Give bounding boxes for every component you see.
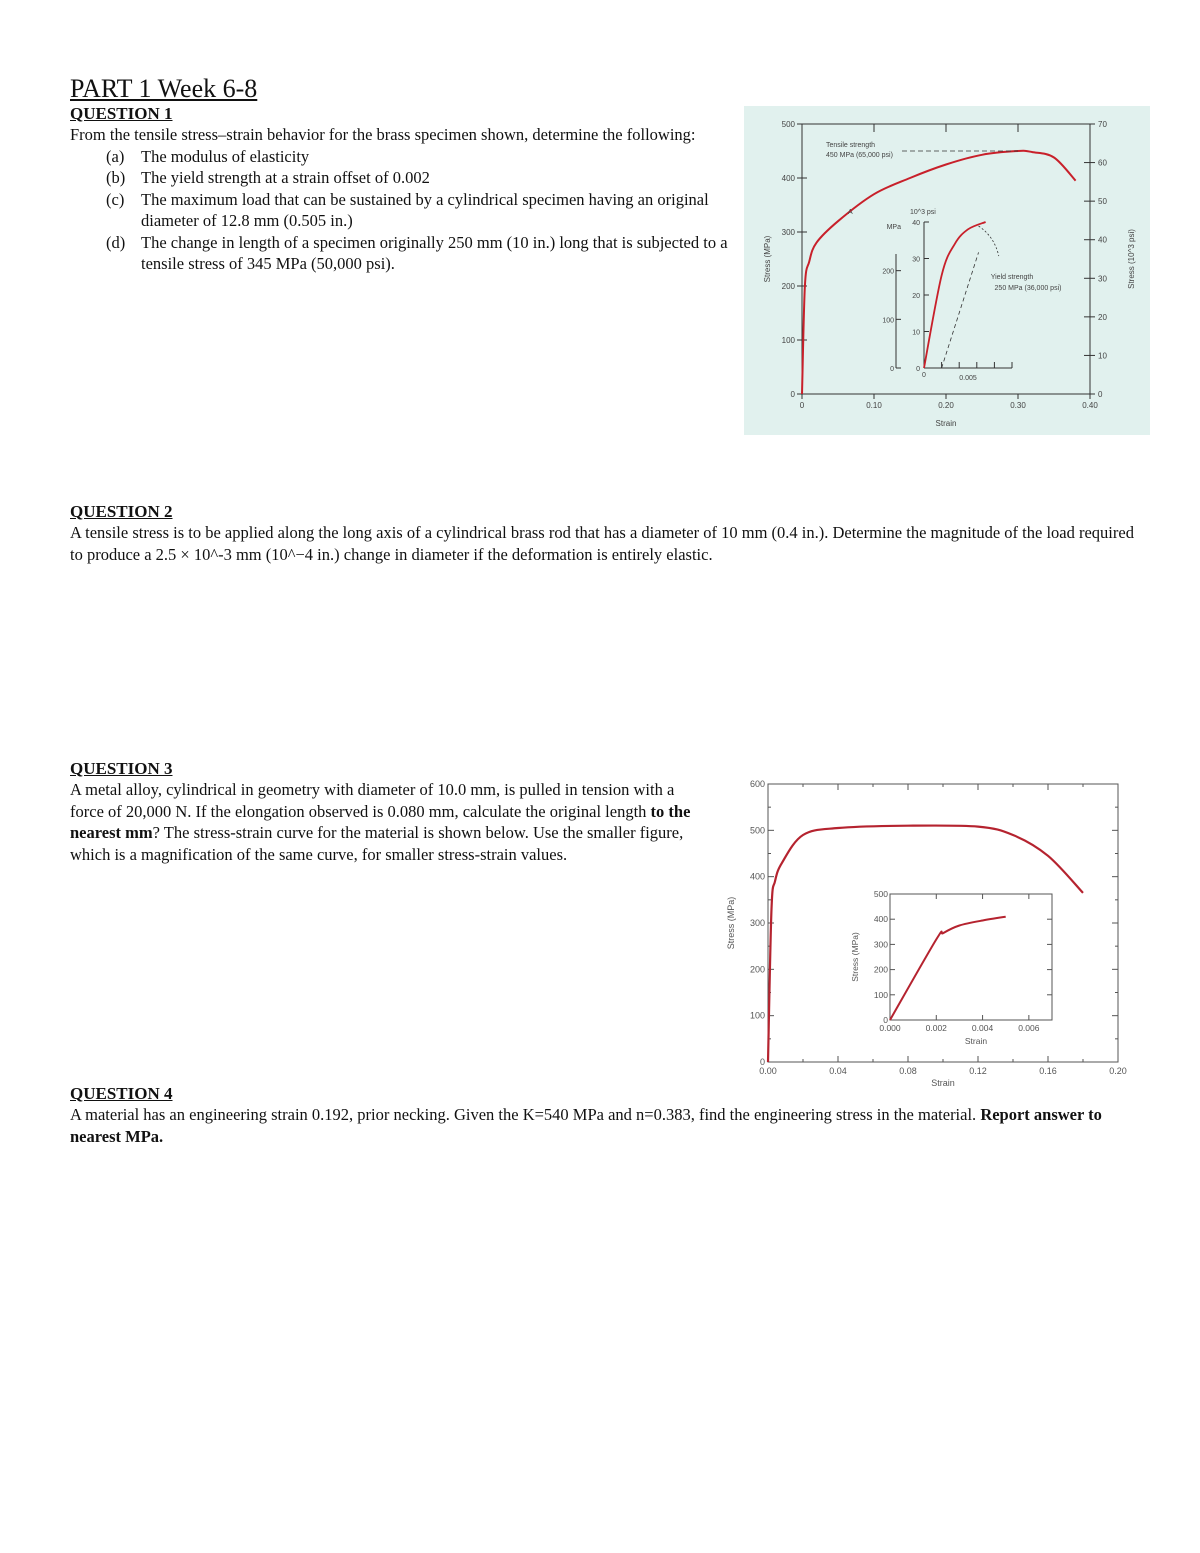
inset-mpa-tick-label: 100	[882, 317, 894, 325]
inset-psi-tick-label: 10	[912, 329, 920, 337]
inset-mpa-tick-label: 200	[882, 268, 894, 276]
question-1-intro: From the tensile stress–strain behavior for the brass specimen shown, determine the following:	[70, 125, 696, 144]
x-tick-label: 0.40	[1082, 401, 1098, 410]
y-tick-label: 200	[781, 282, 795, 291]
part-text: The change in length of a specimen originally 250 mm (10 in.) long that is subjected to a tensile stress of 345 MPa (50,000 psi).	[141, 232, 728, 273]
tensile-strength-value: 450 MPa (65,000 psi)	[826, 152, 893, 159]
yield-leader	[979, 226, 999, 256]
question-part-c	[106, 189, 730, 232]
y-tick-label: 400	[749, 871, 765, 882]
inset-x-axis-label: Strain	[964, 1036, 988, 1046]
point-a-label: A	[848, 209, 853, 216]
y-tick-label: 300	[749, 918, 765, 928]
alloy-stress-strain-chart	[722, 770, 1142, 1098]
question-1-heading: QUESTION 1	[70, 104, 173, 123]
question-2-text: A tensile stress is to be applied along the long axis of a cylindrical brass rod that has a diameter of 10 mm (0.4 in.). Determine the magnitude of the load required to produce a 2.5 × 10^-3 mm (10^−4 in.) change in diameter if the deformation is entirely elastic.	[70, 523, 1134, 564]
inset-y-tick-label: 300	[873, 939, 888, 950]
brass-stress-strain-chart	[744, 106, 1150, 435]
question-part-d	[106, 232, 730, 275]
alloy-stress-strain-figure	[722, 770, 1142, 1098]
y-axis-label: Stress (MPa)	[763, 235, 772, 283]
y2-tick-label: 40	[1098, 235, 1107, 245]
tensile-strength-label: Tensile strength	[826, 142, 876, 149]
question-2-heading: QUESTION 2	[70, 502, 173, 521]
x-tick-label: 0.10	[866, 401, 882, 410]
inset-x-tick-label: 0.002	[925, 1023, 947, 1033]
yield-strength-value: 250 MPa (36,000 psi)	[994, 285, 1062, 292]
y2-tick-label: 30	[1098, 274, 1107, 284]
inset-mpa-unit: MPa	[886, 224, 901, 231]
question-3-emphasis: to the nearest mm	[70, 801, 691, 842]
question-part-b	[106, 167, 730, 189]
inset-psi-tick-label: 0	[916, 366, 920, 373]
x-tick-label: 0.20	[938, 401, 954, 410]
y-tick-label: 400	[781, 174, 795, 183]
inset-psi-tick-label: 40	[912, 220, 920, 227]
question-3-text-end: ? The stress-strain curve for the material is shown below. Use the smaller figure, which is a magnification of the same curve, for smaller stress-strain values.	[70, 823, 684, 864]
y-tick-label: 500	[781, 120, 795, 129]
question-part-a	[106, 146, 730, 168]
question-3	[70, 759, 710, 865]
y2-tick-label: 10	[1098, 351, 1107, 361]
part-text: The maximum load that can be sustained by a cylindrical specimen having an original diameter of 12.8 mm (0.505 in.)	[141, 189, 709, 230]
inset-x-origin: 0	[922, 372, 926, 379]
offset-line	[942, 252, 979, 368]
inset-x-tick-label: 0.000	[879, 1023, 901, 1033]
question-3-heading: QUESTION 3	[70, 759, 173, 778]
question-1	[70, 104, 730, 275]
inset-x-tick-label: 0.005	[959, 375, 977, 382]
y2-axis-label: Stress (10^3 psi)	[1127, 229, 1136, 289]
question-4-heading: QUESTION 4	[70, 1084, 173, 1103]
part-text: The yield strength at a strain offset of 0.002	[141, 168, 430, 187]
y-tick-label: 0	[790, 390, 795, 399]
x-tick-label: 0.12	[969, 1066, 987, 1076]
inset-x-tick-label: 0.006	[1018, 1023, 1040, 1033]
inset-curve	[924, 222, 986, 368]
y2-tick-label: 70	[1098, 120, 1107, 129]
inset-mpa-tick-label: 0	[890, 366, 894, 373]
y-tick-label: 200	[749, 964, 765, 975]
question-3-text	[70, 779, 710, 865]
inset-y-tick-label: 400	[873, 914, 888, 925]
x-tick-label: 0.16	[1039, 1066, 1057, 1076]
x-tick-label: 0.04	[829, 1066, 847, 1076]
inset-x-tick-label: 0.004	[971, 1023, 994, 1033]
y-tick-label: 100	[749, 1010, 765, 1021]
inset-psi-unit: 10^3 psi	[910, 209, 936, 216]
y2-tick-label: 20	[1098, 312, 1107, 322]
question-2	[70, 502, 1140, 565]
inset-y-axis-label: Stress (MPa)	[850, 932, 860, 982]
x-tick-label: 0	[799, 401, 805, 410]
inset-y-tick-label: 500	[873, 889, 888, 899]
page-title: PART 1 Week 6-8	[70, 74, 258, 103]
y-axis-label: Stress (MPa)	[726, 896, 736, 950]
x-tick-label: 0.30	[1010, 401, 1026, 410]
inset-psi-tick-label: 30	[912, 256, 920, 264]
part-label: (c)	[106, 189, 125, 209]
brass-stress-strain-figure	[744, 106, 1150, 435]
question-4-text	[70, 1104, 1140, 1147]
inset-psi-tick-label: 20	[912, 293, 920, 300]
y-tick-label: 300	[781, 228, 795, 237]
y-tick-label: 600	[749, 779, 765, 789]
inset-y-tick-label: 200	[873, 964, 888, 975]
inset-y-tick-label: 0	[883, 1015, 888, 1025]
x-tick-label: 0.20	[1109, 1066, 1127, 1076]
question-4	[70, 1084, 1140, 1147]
y2-tick-label: 60	[1098, 158, 1107, 168]
part-label: (a)	[106, 146, 125, 166]
question-1-parts	[70, 146, 730, 275]
stress-strain-curve	[802, 151, 1076, 394]
x-tick-label: 0.00	[759, 1066, 777, 1076]
x-tick-label: 0.08	[899, 1066, 917, 1076]
question-3-text-start: A metal alloy, cylindrical in geometry with diameter of 10.0 mm, is pulled in tension with a force of 20,000 N. If the elongation observed is 0.080 mm, calculate the original length	[70, 780, 675, 821]
y-tick-label: 100	[781, 336, 795, 345]
question-4-text-start: A material has an engineering strain 0.192, prior necking. Given the K=540 MPa and n=0.383, find the engineering stress in the material.	[70, 1105, 981, 1124]
y2-tick-label: 0	[1098, 390, 1103, 399]
part-label: (d)	[106, 232, 126, 252]
part-text: The modulus of elasticity	[141, 146, 310, 166]
y-tick-label: 0	[759, 1057, 765, 1067]
y-tick-label: 500	[749, 825, 765, 836]
inset-y-tick-label: 100	[873, 989, 888, 1000]
x-axis-label: Strain	[931, 1078, 955, 1088]
y2-tick-label: 50	[1098, 197, 1107, 207]
x-axis-label: Strain	[935, 419, 957, 428]
inset-frame	[890, 894, 1052, 1020]
part-label: (b)	[106, 168, 126, 187]
question-4-emphasis: Report answer to nearest MPa.	[70, 1105, 1102, 1146]
yield-strength-label: Yield strength	[990, 274, 1034, 281]
